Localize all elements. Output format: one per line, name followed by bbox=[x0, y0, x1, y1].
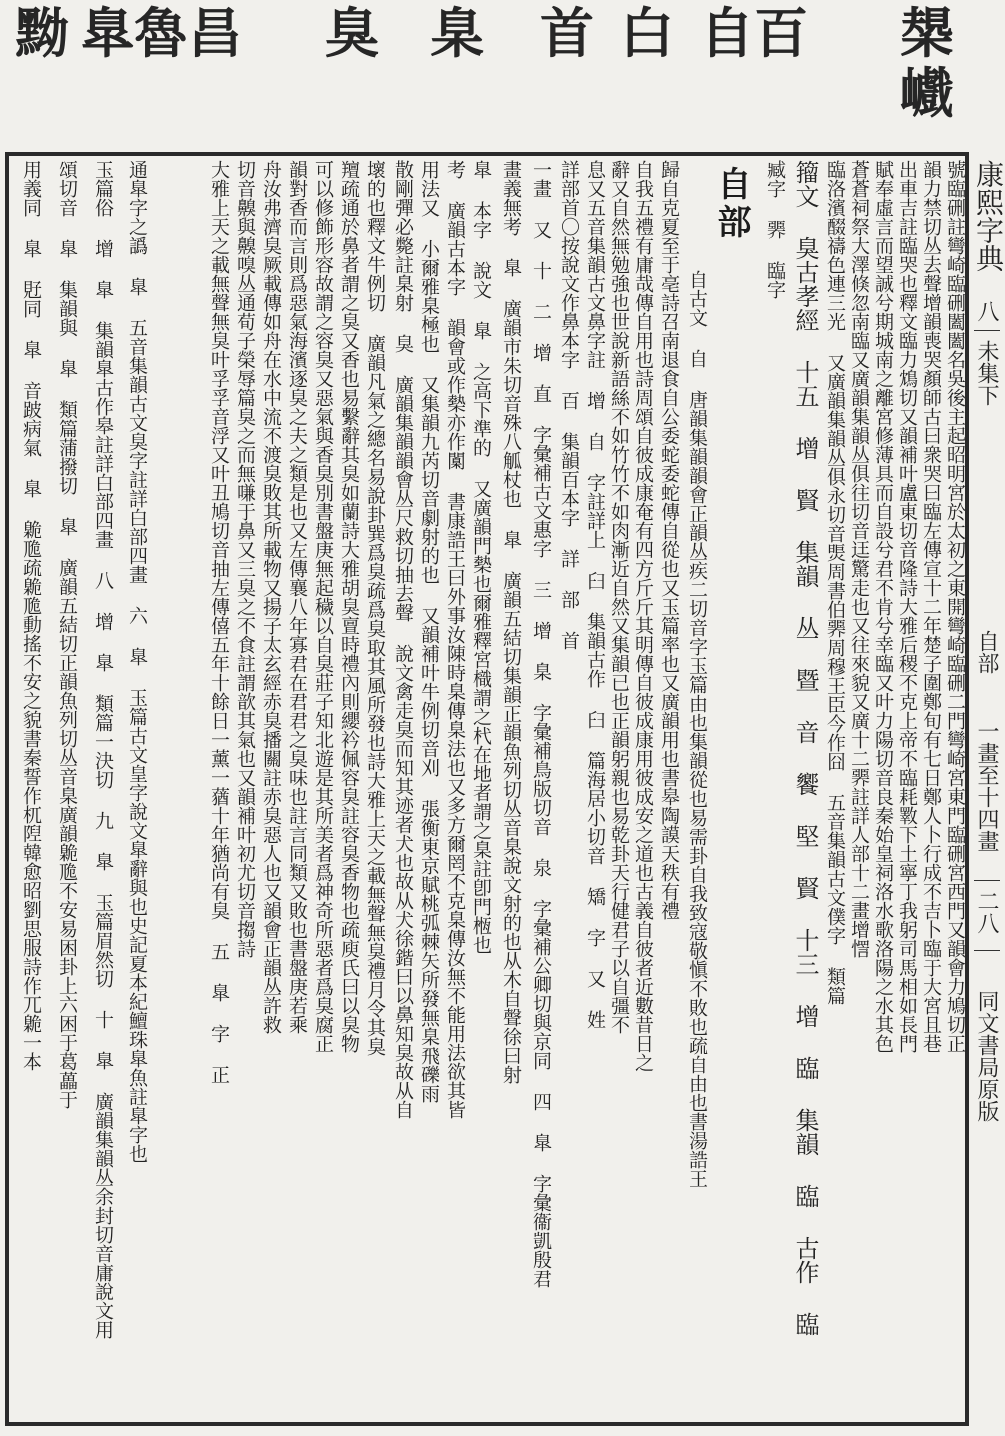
text-column: 一畫 又 十 二 增 直 字彙補古文惠字 三 增 臬 字彙補鳥版切音 泉 字彙補公卿切與京同 四 臯 字彙衞凱殷君 bbox=[530, 160, 552, 1288]
text-column: 蒼蒼祠祭大澤倏忽南臨又廣韻集韻丛俱往切音迋驚走也又往來貌又廣十二臩註詳人部十二畫增㦒 bbox=[848, 160, 870, 958]
text-column: 散剛彈必斃註臬射 臭 廣韻集韻韻會丛尺救切抽去聲 說文禽走臭而知其迹者犬也故从犬徐鍇曰以鼻知臭故从自 bbox=[392, 160, 414, 1119]
seal-script-header bbox=[0, 0, 1000, 150]
text-column: 考 廣韻古本字 韻會或作槷亦作闑 書康誥王曰外事汝陳時臬傳臬法也又多方爾罔不克臬傳汝無不能用法欲其皆 bbox=[444, 160, 466, 1119]
seal-glyph-2: 自百 bbox=[700, 2, 808, 65]
text-column: 通臯字之譌 臯 五音集韻古文臭字註詳白部四畫 六 臯 玉篇古文皇字說文臯辭與也史記夏本紀鱣珠臯魚註臯字也 bbox=[126, 160, 148, 1163]
seal-glyph-7: 臯魯昌 bbox=[80, 2, 242, 65]
margin-divider bbox=[974, 330, 1000, 331]
margin-divider bbox=[974, 950, 1000, 951]
text-column: 辭又自然無勉強也世說新語絲不如竹竹不如肉漸近自然又集韻已也正韻躬親也易乾卦天行健君子以自彊不 bbox=[608, 160, 630, 1034]
text-column: 舟汝弗濟臭厥載傳如舟在水中流不渡臭敗其所載物又揚子太玄經赤臭播關註赤臭惡人也又韻會正韻丛許救 bbox=[260, 160, 282, 1034]
text-column: 用義同 臯 覎同 臯 音跛病氣 臯 臲卼疏臲卼動搖不安之貌書秦誓作杌隉韓愈昭劉思服詩作兀臲一本 bbox=[20, 160, 42, 1071]
seal-glyph-8: 黝 bbox=[15, 2, 69, 65]
page-margin bbox=[972, 150, 1005, 1436]
text-column: 用法又 小爾雅臬極也 又集韻九芮切音劇射的也 又韻補叶牛例切音刈 張衡東京賦桃弧棘矢所發無臬飛礫雨 bbox=[418, 160, 440, 1103]
text-column: 籀文 臭古孝經 十五 增 賢 集韻 丛 暨 音 饗 堅 賢 十三 增 臨 集韻 臨 古作 臨 bbox=[791, 160, 819, 1336]
text-column: 歸自克夏至于亳詩召南退食自公委蛇委蛇傳自從也又玉篇率也又廣韻用也書皋陶謨天秩有禮 bbox=[658, 160, 680, 920]
text-column: 玉篇俗 增 臯 集韻臯古作皋註詳白部四畫 八 增 臯 類篇一決切 九 臯 玉篇眉然切 十 臯 廣韻集韻丛余封切音庸說文用 bbox=[92, 160, 114, 1339]
text-column: 大雅上天之載無聲無臭叶孚孚音浮又叶丑鳩切音抽左傳僖五年十餘日一薰一蕕十年猶尚有臭 五 臯 字 正 bbox=[208, 160, 230, 1084]
text-column: 頌切音 臯 集韻與 臯 類篇蒲撥切 臯 廣韻五結切正韻魚列切丛音臬廣韻臲卼不安易困卦上六困于葛藟于 bbox=[56, 160, 78, 1109]
volume-number: 八 bbox=[974, 300, 999, 322]
text-column: 韻對香而言則爲惡氣海濱逐臭之夫之類是也又左傳襄八年寡君在君君之臭味也註言同類又敗也書盤庚若乘 bbox=[286, 160, 308, 1034]
text-column: 羶疏通於鼻者謂之臭又香也易繫辭其臭如蘭詩大雅胡臭亶時禮內則纓衿佩容臭註容臭香物也疏庾氏曰以臭物 bbox=[338, 160, 360, 1053]
seal-glyph-6: 臭 bbox=[325, 2, 379, 65]
text-column: 出車吉註臨哭也釋文臨力鴆切又韻補叶盧東切音隆詩大雅后稷不克上帝不臨耗斁下土寧丁我躬司馬相如長門 bbox=[896, 160, 918, 1053]
text-column: 可以修飾形容故謂之容臭又惡氣與香臭別書盤庚無起穢以自臭莊子知北遊是其所美者爲神奇所惡者爲臭腐正 bbox=[312, 160, 334, 1053]
text-column: 韻力禁切丛去聲增韻喪哭顏師古曰衆哭曰臨左傳宣十二年楚子圍鄭旬有七日鄭人卜行成不吉卜臨于大宮且巷 bbox=[920, 160, 942, 1053]
margin-divider bbox=[974, 880, 1000, 881]
stroke-range: 一畫至十四畫 bbox=[974, 720, 999, 852]
seal-glyph-3: 白 bbox=[620, 2, 674, 65]
text-column: 息又五音集韻古文鼻字註 增 自 字註詳上 臼 集韻古作 臼 篇海居小切音 矯 字 又 姓 bbox=[584, 160, 606, 1029]
collection-label: 未集下 bbox=[974, 340, 999, 406]
seal-glyph-5: 臬 bbox=[430, 2, 484, 65]
text-column: 自古文 自 唐韻集韻韻會正韻丛疾二切音字玉篇由也集韻從也易需卦自我致寇敬愼不敗也疏自由也書湯誥王 bbox=[686, 270, 708, 1188]
text-column: 切音齅與齅嗅丛通荀子榮辱篇臭之而無嗛于鼻又三臭之不食註謂歆其氣也又韻補叶初尤切音搊詩 bbox=[234, 160, 256, 958]
seal-glyph-4: 首 bbox=[540, 2, 594, 65]
book-title: 康熙字典 bbox=[972, 160, 1005, 272]
text-column: 畫義無考 臯 廣韻市朱切音殊八觚杖也 臯 廣韻五結切集韻正韻魚列切丛音臬說文射的也从木自聲徐曰射 bbox=[500, 160, 522, 1084]
text-column: 壞的也釋文牛例切 廣韻凡氣之總名易說卦巽爲臭疏爲臭取其風所發也詩大雅上天之載無聲無臭禮月令其臭 bbox=[364, 160, 386, 1056]
text-column: 號臨硎註彎崎臨硎闔闔名吳後主起昭明宮於太初之東開彎崎臨硎二門彎崎宮東門臨硎宮西門又韻會力鳩切正 bbox=[944, 160, 966, 1053]
text-column: 詳部首〇按說文作鼻本字 百 集韻百本字 詳 部 首 bbox=[558, 160, 580, 650]
page-number: 二八 bbox=[974, 890, 999, 934]
text-column: 自我五禮有庸哉傳自用也詩周頌自彼成康奄有四方斤斤其明傳自彼成康用彼成安之道也古義自彼者近數昔日之 bbox=[632, 160, 654, 1072]
text-column: 賦奉虛言而望誠兮期城南之離宮修薄具而自設兮君不肯兮幸臨又叶力陽切音良秦始皇祠洛水歌洛陽之水其色 bbox=[872, 160, 894, 1053]
publisher-label: 同文書局原版 bbox=[974, 990, 999, 1122]
section-title: 自部 bbox=[711, 166, 751, 242]
text-column: 臯 本字 說文 臯 之高下準的 又廣韻門槷也爾雅釋宮樴謂之杙在地者謂之臬註卽門㮓也 bbox=[470, 160, 492, 954]
text-column: 臧字 臩 臨字 bbox=[764, 160, 786, 299]
radical-section: 自部 bbox=[974, 630, 999, 674]
text-column: 臨洛濱醊禱色連三光 又廣韻集韻丛俱永切音煚周書伯臩周穆王臣今作囧 五音集韻古文僕字 類篇 bbox=[824, 160, 846, 1005]
seal-glyph-1: 槼巇 bbox=[900, 2, 954, 125]
